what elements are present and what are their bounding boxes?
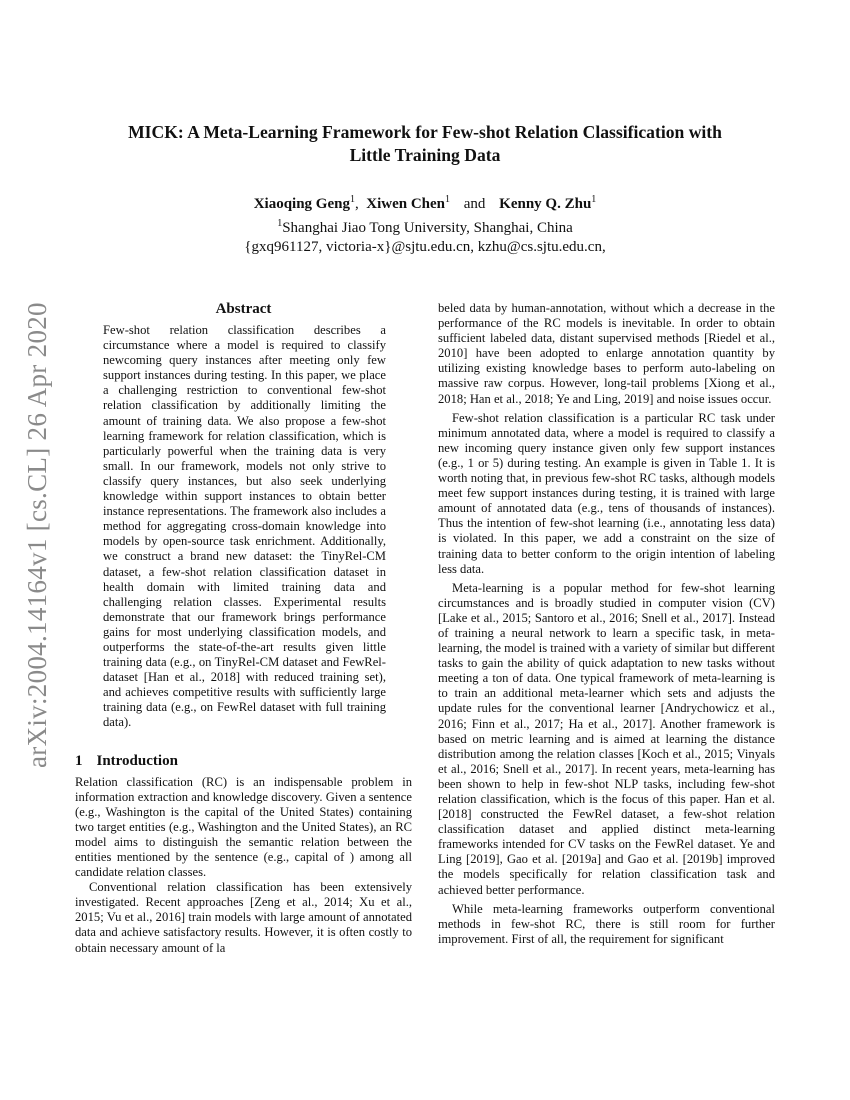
title-line-2: Little Training Data	[349, 145, 501, 165]
section-title: Introduction	[96, 752, 178, 769]
abstract-heading: Abstract	[215, 301, 272, 317]
title-line-1: MICK: A Meta-Learning Framework for Few-shot Relation Classification with	[128, 122, 722, 142]
arxiv-stamp: arXiv:2004.14164v1 [cs.CL] 26 Apr 2020	[22, 302, 52, 768]
author-name: Kenny Q. Zhu	[499, 196, 592, 212]
author-name: Xiaoqing Geng	[253, 196, 350, 212]
affiliation-sup: 1	[277, 218, 283, 229]
author-sup: 1	[349, 194, 355, 205]
author-sup: 1	[445, 194, 450, 205]
author-emails: {gxq961127, victoria-x}@sjtu.edu.cn, kzhu@cs.sjtu.edu.cn,	[244, 239, 606, 255]
author-separator: ,	[354, 196, 359, 212]
affiliation-text: Shanghai Jiao Tong University, Shanghai, China	[282, 220, 573, 236]
intro-paragraph-4: Meta-learning is a popular method for few-shot learning circumstances and is broadly studied in computer vision (CV) [Lake et al., 2015; Santoro et al., 2016; Snell et al., 2017]. Instead of training a neural network to learn a specific task, in meta-learning, the model is trained with a variety of similar but different tasks to gain the ability of quick adaptation to new tasks without meeting a ton of data. One typical framework of meta-learning is to train an additional meta-learner which sets and adjusts the update rules for the conventional learner [Andrychowicz et al., 2016; Finn et al., 2017; Ha et al., 2017]. Another framework is based on metric learning and is aimed at learning the distance distribution among the relation classes [Koch et al., 2015; Vinyals et al., 2016; Snell et al., 2017]. In recent years, meta-learning has been shown to help in few-shot NLP tasks, including few-shot relation classification, which is the focus of this paper. Han et al. [2018] constructed the FewRel dataset, a few-shot relation classification dataset and applied distinct meta-learning frameworks intended for CV tasks on the FewRel dataset. Ye and Ling [2019], Gao et al. [2019a] and Gao et al. [2019b] improved the models specifically for relation classification task and achieved better performance.	[438, 580, 775, 897]
section-heading	[75, 752, 412, 770]
intro-paragraph-5: While meta-learning frameworks outperform conventional methods in few-shot RC, there is still room for further improvement. First of all, the requirement for significant	[438, 901, 775, 946]
author-list	[60, 189, 790, 215]
author-name: Xiwen Chen	[366, 196, 445, 212]
intro-paragraph-2-continued: beled data by human-annotation, without which a decrease in the performance of the RC models is inevitable. In order to obtain sufficient labeled data, distant supervised methods [Riedel et al., 2010] have been adopted to enlarge annotation quantity by utilizing existing knowledge bases to perform auto-labeling on massive raw corpus. However, long-tail problems [Xiong et al., 2018; Han et al., 2018; Ye and Ling, 2019] and noise issues occur.	[438, 301, 775, 406]
intro-paragraph-3: Few-shot relation classification is a particular RC task under minimum annotated data, where a model is required to classify a new incoming query instance given only few support instances (e.g., 1 or 5) during testing. An example is given in Table 1. It is worth noting that, in previous few-shot RC tasks, although models meet few support instances during testing, it is trained with large amount of annotated data (e.g., tens of thousands of instances). Thus the intention of few-shot learning (i.e., annotating less data) is violated. In this paper, we add a constraint on the size of training data to better conform to the origin intention of labeling less data.	[438, 410, 775, 576]
intro-paragraph-1: Relation classification (RC) is an indispensable problem in information extraction and knowledge discovery. Given a sentence (e.g., Washington is the capital of the United States) containing two target entities (e.g., Washington and the United States), an RC model aims to distinguish the semantic relation between the entities mentioned by the sentence (e.g., capital of ) among all candidate relation classes.	[75, 774, 412, 880]
author-and: and	[463, 196, 486, 212]
right-column	[438, 301, 775, 951]
author-sup: 1	[591, 194, 597, 205]
left-column	[75, 300, 412, 956]
intro-paragraph-2: Conventional relation classification has been extensively investigated. Recent approaches [Zeng et al., 2014; Xu et al., 2015; Vu et al., 2016] train models with large amount of annotated data and achieve satisfactory results. However, it is often costly to obtain necessary amount of la	[75, 880, 412, 955]
section-number: 1	[75, 752, 83, 769]
abstract-text: Few-shot relation classification describes a circumstance where a model is required to classify newcoming query instances after meeting only few support instances during testing. In this paper, we place a challenging restriction to conventional few-shot relation classification by additionally limiting the amount of training data. We also propose a few-shot learning framework for relation classification, which is particularly powerful when the training data is very small. In our framework, models not only strive to classify query instances, but also seek underlying knowledge within support instances to obtain better instance representations. The framework also includes a method for aggregating cross-domain knowledge into models by open-source task enrichment. Additionally, we construct a brand new dataset: the TinyRel-CM dataset, a few-shot relation classification dataset in health domain with limited training data and challenging relation classes. Experimental results demonstrate that our framework brings performance gains for most underlying classification models, and outperforms the state-of-the-art results given little training data (e.g., on TinyRel-CM dataset and FewRel-dataset [Han et al., 2018] with reduced training set), and achieves competitive results with sufficiently large training data (e.g., on FewRel dataset with full training data).	[103, 323, 386, 730]
paper-title	[60, 121, 790, 167]
